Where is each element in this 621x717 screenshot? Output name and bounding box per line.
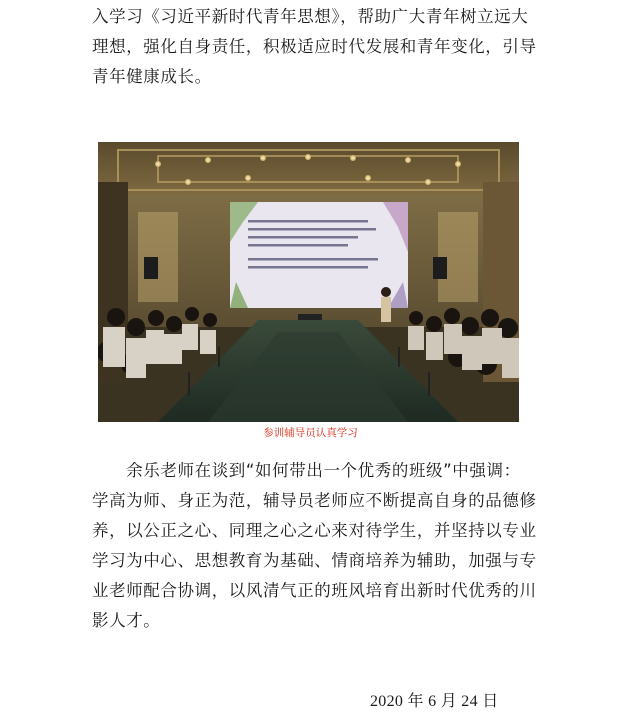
article-date: 2020 年 6 月 24 日 xyxy=(370,693,499,710)
text-line: 学高为师、身正为范，辅导员老师应不断提高自身的品德修 xyxy=(92,491,537,510)
paragraph-speech xyxy=(92,456,537,636)
text-line: 养，以公正之心、同理之心之心来对待学生，并坚持以专业 xyxy=(92,521,537,540)
paragraph-intro xyxy=(92,2,537,92)
text-line: 青年健康成长。 xyxy=(92,67,212,86)
text-line: 余乐老师在谈到“如何带出一个优秀的班级”中强调： xyxy=(92,461,521,480)
text-line: 业老师配合协调，以风清气正的班风培育出新时代优秀的川 xyxy=(92,581,537,600)
training-session-photo xyxy=(98,142,519,422)
text-line: 入学习《习近平新时代青年思想》，帮助广大青年树立远大 xyxy=(92,7,529,26)
photo-caption: 参训辅导员认真学习 xyxy=(263,427,358,439)
text-line: 影人才。 xyxy=(92,611,161,630)
text-line: 理想，强化自身责任，积极适应时代发展和青年变化，引导 xyxy=(92,37,537,56)
presenter xyxy=(381,287,391,322)
text-line: 学习为中心、思想教育为基础、情商培养为辅助，加强与专 xyxy=(92,551,537,570)
